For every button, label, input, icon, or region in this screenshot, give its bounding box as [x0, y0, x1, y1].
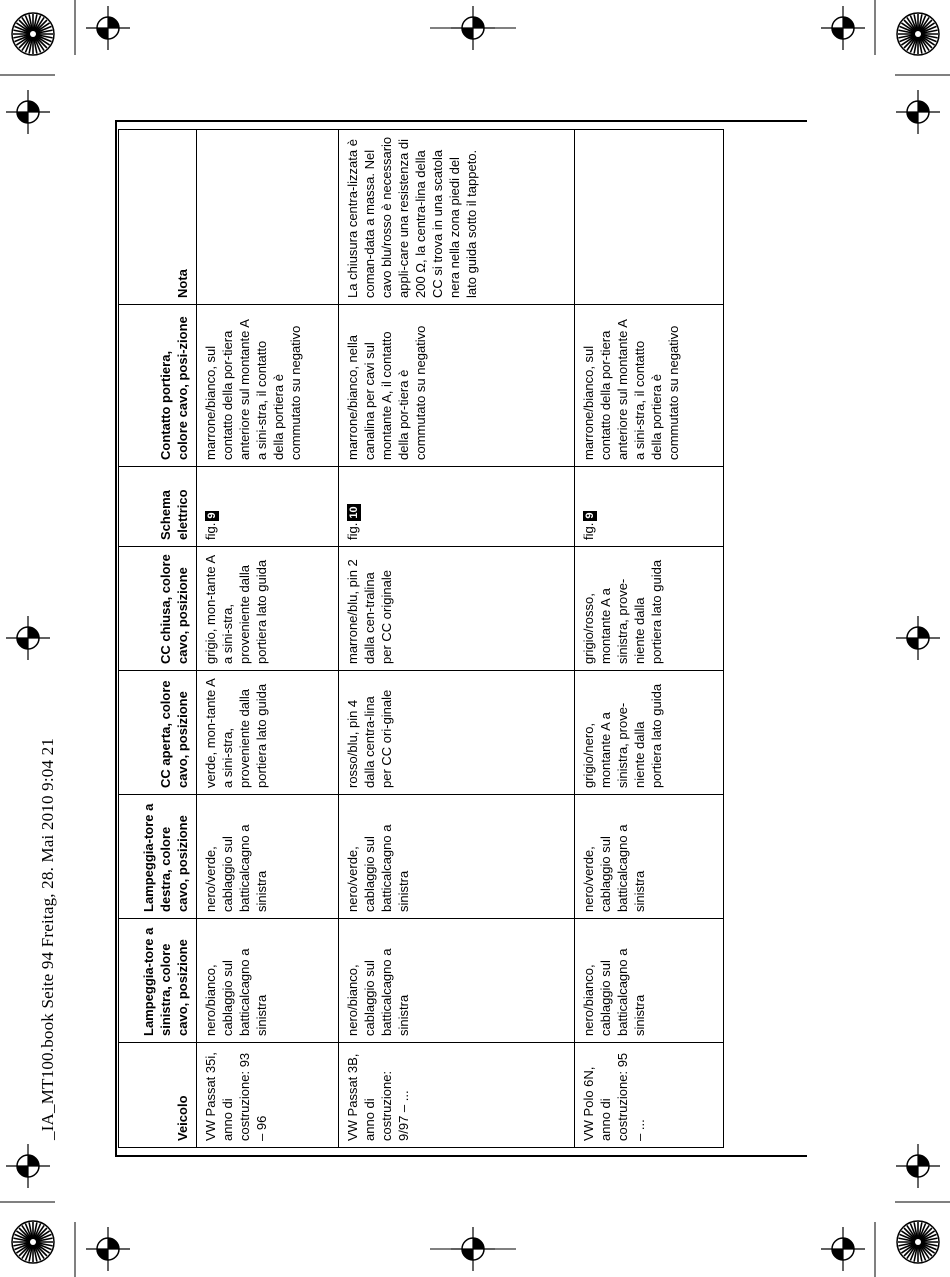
cell-lamp-dx: nero/verde, cablaggio sul batticalcagno a sinistra [197, 795, 339, 919]
cell-lamp-sx: nero/bianco, cablaggio sul batticalcagno a sinistra [575, 919, 724, 1043]
fig-prefix: fig. [345, 522, 360, 540]
cell-schema [339, 467, 575, 547]
cell-contatto: marrone/bianco, nella canalina per cavi sul montante A, il contatto della por-tiera è commutato su negativo [339, 305, 575, 467]
header-cc-aperta: CC aperta, colore cavo, posizione [119, 671, 197, 795]
fig-prefix: fig. [581, 522, 596, 540]
header-veicolo: Veicolo [119, 1043, 197, 1148]
cell-cc-chiusa: marrone/blu, pin 2 dalla cen-tralina per CC originale [339, 547, 575, 671]
cell-veicolo: VW Polo 6N, anno di costruzione: 95 – ... [575, 1043, 724, 1148]
cell-veicolo: VW Passat 3B, anno di costruzione: 9/97 – ... [339, 1043, 575, 1148]
bottom-rule [115, 1155, 807, 1157]
cell-veicolo: VW Passat 35i, anno di costruzione: 93 – 96 [197, 1043, 339, 1148]
rotated-table-wrapper [118, 130, 723, 1148]
table-row [197, 130, 339, 1148]
header-cc-chiusa: CC chiusa, colore cavo, posizione [119, 547, 197, 671]
cell-contatto: marrone/bianco, sul contatto della por-tiera anteriore sul montante A a sini-stra, il contatto della portiera è commutato su negativo [197, 305, 339, 467]
cell-contatto: marrone/bianco, sul contatto della por-tiera anteriore sul montante A a sini-stra, il contatto della portiera è commutato su negativo [575, 305, 724, 467]
table-row [575, 130, 724, 1148]
cell-nota [575, 130, 724, 305]
cell-schema [575, 467, 724, 547]
cell-lamp-dx: nero/verde, cablaggio sul batticalcagno a sinistra [575, 795, 724, 919]
cell-nota: La chiusura centra-lizzata è coman-data a massa. Nel cavo blu/rosso è necessario appli-care una resistenza di 200 Ω, la centra-lina della CC si trova in una scatola nera nella zona piedi del lato guida sotto il tappeto. [339, 130, 575, 305]
table-header-row [119, 130, 197, 1148]
header-lampeggiatore-sinistra: Lampeggia-tore a sinistra, colore cavo, posizione [119, 919, 197, 1043]
header-nota: Nota [119, 130, 197, 305]
page-header-slug: _IA_MT100.book Seite 94 Freitag, 28. Mai 2010 9:04 21 [38, 737, 57, 1140]
vehicle-wiring-table [118, 129, 724, 1148]
cell-cc-aperta: rosso/blu, pin 4 dalla centra-lina per CC ori-ginale [339, 671, 575, 795]
cell-lamp-sx: nero/bianco, cablaggio sul batticalcagno a sinistra [339, 919, 575, 1043]
cell-cc-aperta: verde, mon-tante A a sini-stra, proveniente dalla portiera lato guida [197, 671, 339, 795]
cell-cc-chiusa: grigio/rosso, montante A a sinistra, prove-niente dalla portiera lato guida [575, 547, 724, 671]
cell-cc-aperta: grigio/nero, montante A a sinistra, prove-niente dalla portiera lato guida [575, 671, 724, 795]
fig-number-badge: 9 [206, 512, 218, 519]
cell-lamp-sx: nero/bianco, cablaggio sul batticalcagno a sinistra [197, 919, 339, 1043]
header-contatto-portiera: Contatto portiera, colore cavo, posi-zione [119, 305, 197, 467]
fig-number-badge: 10 [348, 506, 360, 519]
top-rule [115, 120, 807, 122]
fig-prefix: fig. [203, 522, 218, 540]
fig-number-badge: 9 [584, 512, 596, 519]
cell-lamp-dx: nero/verde, cablaggio sul batticalcagno a sinistra [339, 795, 575, 919]
cell-schema [197, 467, 339, 547]
cell-cc-chiusa: grigio, mon-tante A a sini-stra, proveniente dalla portiera lato guida [197, 547, 339, 671]
left-rule [115, 120, 117, 1156]
header-lampeggiatore-destra: Lampeggia-tore a destra, colore cavo, posizione [119, 795, 197, 919]
header-schema-elettrico: Schema elettrico [119, 467, 197, 547]
cell-nota [197, 130, 339, 305]
table-row [339, 130, 575, 1148]
